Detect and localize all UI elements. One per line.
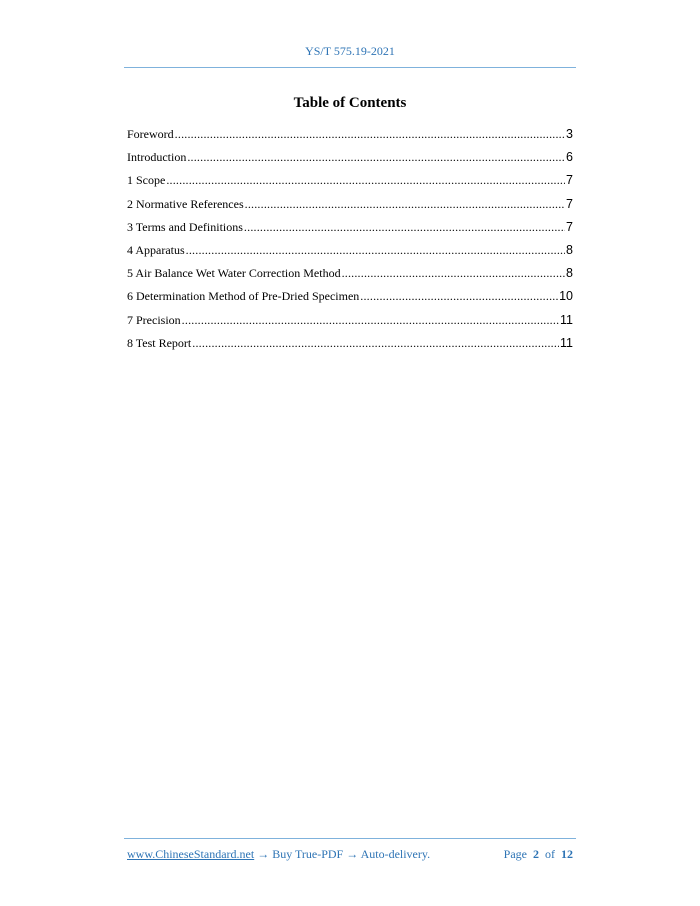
toc-entry-label: 7 Precision — [127, 312, 181, 327]
page-of-word: of — [545, 847, 555, 861]
total-pages-number: 12 — [561, 847, 573, 861]
footer-divider — [124, 838, 576, 839]
footer-tagline: → Buy True-PDF → Auto-delivery. — [254, 847, 431, 861]
toc-entry-test-report[interactable] — [127, 336, 573, 359]
toc-entry-introduction[interactable] — [127, 150, 573, 173]
toc-dot-leader — [245, 197, 565, 212]
toc-entry-page: 8 — [566, 242, 573, 257]
toc-entry-pre-dried-specimen-method[interactable] — [127, 289, 573, 312]
table-of-contents — [127, 127, 573, 359]
toc-entry-label: 8 Test Report — [127, 335, 192, 350]
toc-entry-label: 4 Apparatus — [127, 242, 185, 257]
toc-entry-page: 7 — [566, 173, 573, 188]
toc-entry-label: 1 Scope — [127, 173, 166, 188]
toc-entry-scope[interactable] — [127, 173, 573, 196]
toc-entry-label: 3 Terms and Definitions — [127, 219, 243, 234]
toc-entry-page: 8 — [566, 266, 573, 281]
toc-entry-precision[interactable] — [127, 313, 573, 336]
page-indicator — [504, 847, 573, 862]
current-page-number: 2 — [533, 847, 539, 861]
toc-dot-leader — [182, 313, 559, 328]
toc-entry-page: 11 — [560, 335, 573, 350]
toc-entry-label: 2 Normative References — [127, 196, 244, 211]
website-link[interactable]: www.ChineseStandard.net — [127, 847, 255, 861]
header-divider — [124, 67, 576, 68]
toc-entry-page: 6 — [566, 150, 573, 165]
toc-dot-leader — [186, 243, 565, 258]
toc-entry-page: 7 — [566, 219, 573, 234]
toc-entry-label: 6 Determination Method of Pre-Dried Specimen — [127, 289, 360, 304]
toc-dot-leader — [166, 173, 565, 188]
page-word: Page — [503, 847, 527, 861]
toc-entry-label: Foreword — [127, 127, 174, 141]
toc-title: Table of Contents — [293, 95, 407, 111]
toc-entry-foreword[interactable] — [127, 127, 573, 150]
toc-dot-leader — [360, 289, 558, 304]
toc-entry-label: 5 Air Balance Wet Water Correction Method — [127, 266, 341, 281]
toc-dot-leader — [192, 336, 559, 351]
footer-promo — [127, 847, 430, 862]
toc-entry-label: Introduction — [127, 150, 187, 165]
toc-entry-air-balance-method[interactable] — [127, 266, 573, 289]
toc-entry-page: 10 — [559, 289, 573, 304]
toc-entry-normative-references[interactable] — [127, 197, 573, 220]
toc-entry-terms-and-definitions[interactable] — [127, 220, 573, 243]
toc-entry-page: 11 — [560, 312, 573, 327]
document-id-header: YS/T 575.19-2021 — [305, 44, 395, 58]
toc-dot-leader — [175, 127, 565, 142]
toc-entry-page: 3 — [566, 127, 573, 141]
toc-entry-apparatus[interactable] — [127, 243, 573, 266]
toc-dot-leader — [342, 266, 565, 281]
toc-dot-leader — [244, 220, 565, 235]
toc-entry-page: 7 — [566, 196, 573, 211]
toc-dot-leader — [187, 150, 565, 165]
